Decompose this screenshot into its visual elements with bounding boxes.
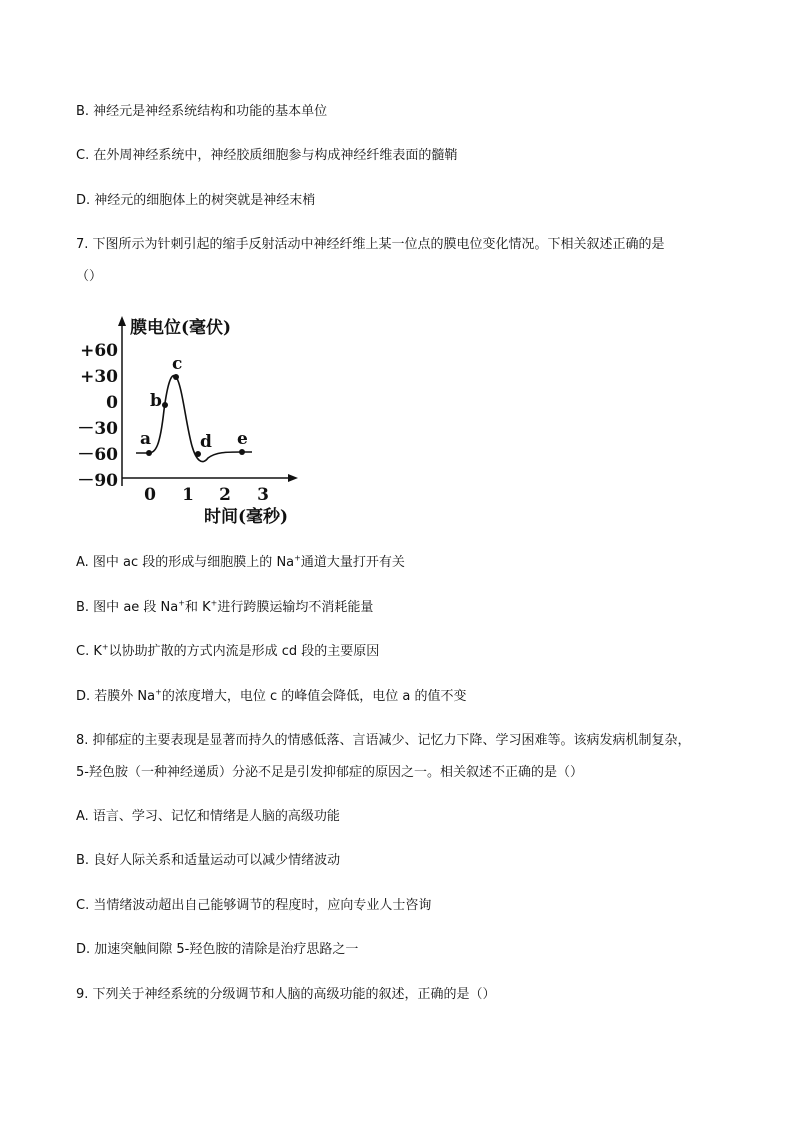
y-tick-label: －30 [77, 419, 118, 439]
y-tick-label: －60 [77, 445, 118, 465]
q7-stem-line2: （） [76, 269, 103, 284]
y-axis-arrow [118, 316, 126, 326]
q8-option-b: B. 良好人际关系和适量运动可以减少情绪波动 [76, 853, 341, 868]
point-label-d: d [200, 432, 212, 452]
q7-option-a [76, 554, 405, 572]
superscript-plus: + [101, 642, 109, 652]
x-axis-title: 时间(毫秒) [204, 507, 289, 527]
q9-stem: 9. 下列关于神经系统的分级调节和人脑的高级功能的叙述，正确的是（） [76, 987, 496, 1002]
q8-option-c: C. 当情绪波动超出自己能够调节的程度时，应向专业人士咨询 [76, 898, 432, 913]
y-axis-title: 膜电位(毫伏) [130, 318, 232, 338]
q7-option-c [76, 643, 379, 661]
y-tick-label: 0 [106, 393, 118, 413]
q8-option-d: D. 加速突触间隙 5-羟色胺的清除是治疗思路之一 [76, 942, 359, 957]
q7-option-a-text: A. 图中 ac 段的形成与细胞膜上的 Na [76, 555, 295, 570]
q7-option-b-text: 和 K [184, 600, 211, 615]
q7-option-d-text: 的浓度增大，电位 c 的峰值会降低，电位 a 的值不变 [161, 689, 467, 704]
q7-option-c-text: C. K [76, 644, 102, 659]
q7-option-b [76, 599, 373, 617]
superscript-plus: + [178, 598, 185, 608]
membrane-potential-curve [136, 376, 252, 462]
superscript-plus: + [294, 553, 301, 563]
point-label-e: e [237, 429, 248, 449]
membrane-potential-figure [76, 310, 316, 530]
point-c [173, 374, 179, 380]
q6-option-b: B. 神经元是神经系统结构和功能的基本单位 [76, 104, 328, 119]
q8-stem-line2: 5-羟色胺（一种神经递质）分泌不足是引发抑郁症的原因之一。相关叙述不正确的是（） [76, 765, 583, 780]
superscript-plus: + [155, 687, 162, 697]
point-label-b: b [150, 391, 162, 411]
point-a [146, 450, 152, 456]
q7-stem-line1: 7. 下图所示为针刺引起的缩手反射活动中神经纤维上某一位点的膜电位变化情况。下相关叙述正确的是 [76, 237, 665, 252]
q6-option-d: D. 神经元的细胞体上的树突就是神经末梢 [76, 193, 316, 208]
q7-option-d [76, 688, 466, 706]
point-e [239, 449, 245, 455]
q8-option-a: A. 语言、学习、记忆和情绪是人脑的高级功能 [76, 809, 340, 824]
q7-option-b-text: B. 图中 ae 段 Na [76, 600, 179, 615]
point-b [162, 402, 168, 408]
q8-stem-line1: 8. 抑郁症的主要表现是显著而持久的情感低落、言语减少、记忆力下降、学习困难等。该病发病机制复杂， [76, 733, 691, 748]
y-tick-label: －90 [77, 471, 118, 491]
q7-option-a-text: 通道大量打开有关 [300, 555, 405, 570]
x-tick-label: 1 [182, 485, 194, 505]
point-label-c: c [172, 354, 183, 374]
point-label-a: a [140, 429, 152, 449]
y-tick-label: +60 [80, 341, 118, 361]
q7-option-b-text: 进行跨膜运输均不消耗能量 [217, 600, 374, 615]
q7-option-c-text: 以协助扩散的方式内流是形成 cd 段的主要原因 [108, 644, 380, 659]
x-axis-arrow [288, 474, 298, 482]
x-tick-label: 0 [144, 485, 156, 505]
y-tick-label: +30 [80, 367, 118, 387]
x-tick-label: 2 [219, 485, 231, 505]
superscript-plus: + [210, 598, 218, 608]
q6-option-c: C. 在外周神经系统中，神经胶质细胞参与构成神经纤维表面的髓鞘 [76, 148, 458, 163]
q7-option-d-text: D. 若膜外 Na [76, 689, 156, 704]
x-tick-label: 3 [257, 485, 269, 505]
